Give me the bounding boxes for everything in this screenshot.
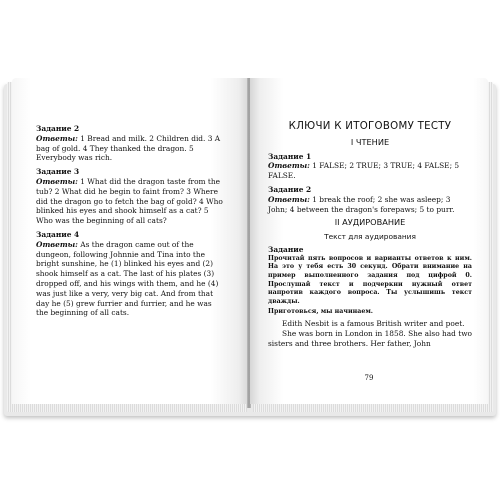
answers-text: 1 FALSE; 2 TRUE; 3 TRUE; 4 FALSE; 5 FALSE. bbox=[268, 161, 460, 181]
answers-text: As the dragon came out of the dungeon, following Johnnie and Tina into the bright sunshine, he (1) blinked his eyes and (2) shook himself as a cat. The last of his plates (3) dropped off, and his wings with them, and he (4) was just like a very, very big cat. And from that day he (5) grew furrier and furrier, and he was the beginning of all cats. bbox=[36, 239, 219, 318]
right-page bbox=[250, 78, 488, 404]
task-instructions: Прочитай пять вопросов и варианты ответов к ним. На это у тебя есть 30 секунд. Обрати внимание на пример выполненного задания под цифрой 0. Прослушай текст и подчеркни нужный ответ напротив каждого вопроса. Ты услышишь текст дважды. bbox=[268, 254, 472, 305]
part2-subheading: Текст для аудирования bbox=[324, 232, 416, 242]
section-heading: Задание 3 bbox=[36, 167, 80, 177]
page-title: КЛЮЧИ К ИТОГОВОМУ ТЕСТУ bbox=[288, 121, 452, 132]
answers-label: Ответы: bbox=[36, 176, 78, 186]
answers-paragraph bbox=[268, 195, 472, 215]
section-heading: Задание 1 bbox=[268, 151, 312, 161]
open-book bbox=[4, 78, 496, 416]
text-paragraph-2: She was born in London in 1858. She also had two sisters and three brothers. Her father, John bbox=[268, 328, 473, 348]
right-section-2 bbox=[268, 185, 472, 214]
part2-heading: II АУДИРОВАНИЕ bbox=[334, 217, 406, 228]
answers-text: 1 What did the dragon taste from the tub? 2 What did he begin to faint from? 3 Where did the dragon go to fetch the bag of gold? 4 Who blinked his eyes and shook himself as a cat? 5 Who was the beginning of all cats? bbox=[36, 176, 223, 226]
answers-label: Ответы: bbox=[268, 161, 310, 171]
part1-heading: I ЧТЕНИЕ bbox=[350, 136, 390, 147]
text-paragraph-1: Edith Nesbit is a famous British writer and poet. bbox=[282, 318, 465, 328]
answers-text: 1 break the roof; 2 she was asleep; 3 John; 4 between the dragon's forepaws; 5 to purr. bbox=[268, 194, 455, 214]
answers-text: 1 Bread and milk. 2 Children did. 3 A bag of gold. 4 They thanked the dragon. 5 Everybody was rich. bbox=[36, 133, 221, 163]
answers-paragraph bbox=[268, 161, 472, 181]
answers-label: Ответы: bbox=[36, 133, 78, 143]
left-section-3 bbox=[36, 167, 226, 226]
right-section-1 bbox=[268, 152, 472, 181]
answers-label: Ответы: bbox=[36, 239, 78, 249]
left-section-4 bbox=[36, 230, 226, 318]
page-number: 79 bbox=[364, 374, 374, 382]
right-page-text bbox=[268, 122, 472, 348]
answers-paragraph bbox=[36, 177, 226, 226]
section-heading: Задание 4 bbox=[36, 229, 80, 239]
left-section-2 bbox=[36, 124, 226, 163]
answers-label: Ответы: bbox=[268, 194, 310, 204]
answers-paragraph bbox=[36, 240, 226, 318]
begin-line: Приготовься, мы начинаем. bbox=[268, 308, 373, 316]
left-page bbox=[12, 78, 248, 404]
section-heading: Задание 2 bbox=[268, 184, 312, 194]
left-page-text bbox=[36, 124, 226, 322]
answers-paragraph bbox=[36, 134, 226, 163]
section-heading: Задание 2 bbox=[36, 124, 80, 133]
task-heading: Задание bbox=[268, 244, 304, 254]
